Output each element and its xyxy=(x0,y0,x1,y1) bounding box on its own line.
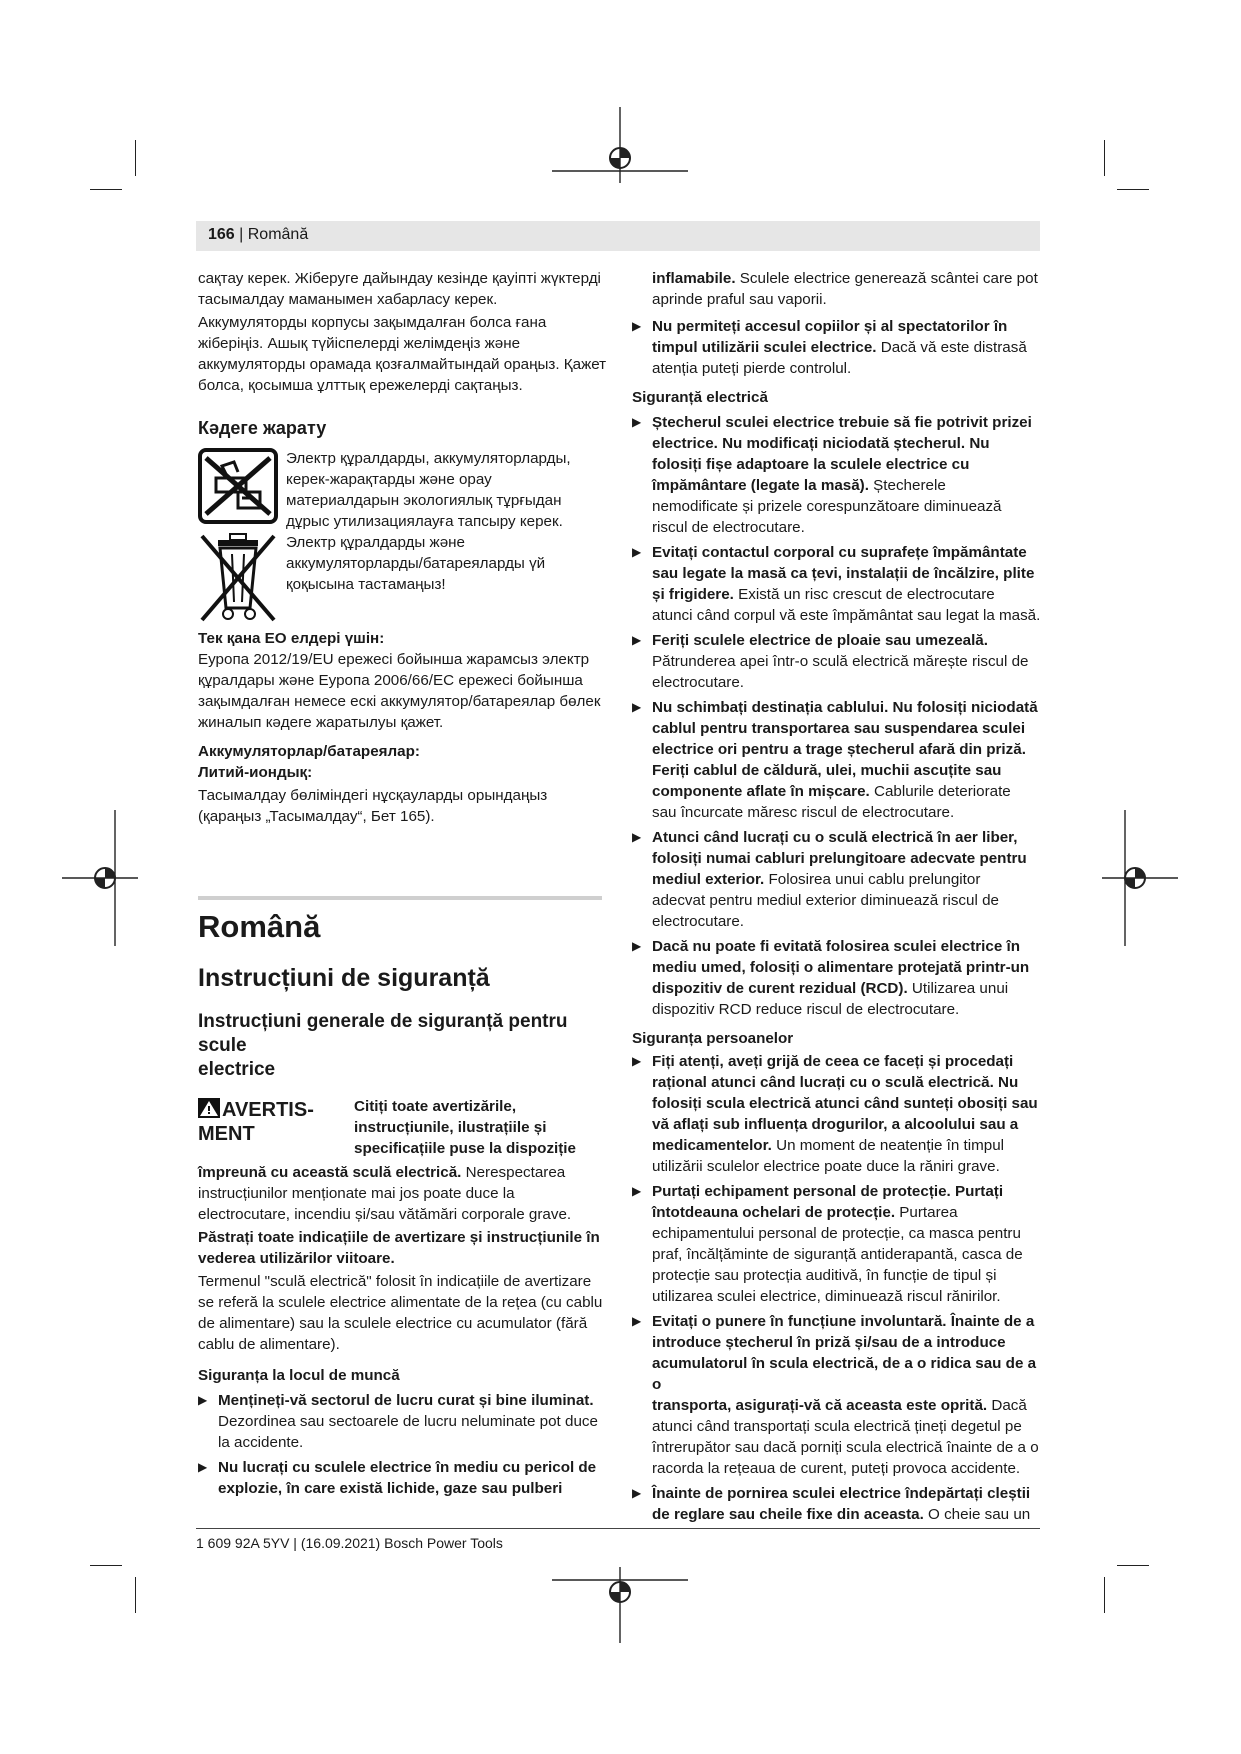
p-item-3 xyxy=(632,1311,1044,1479)
e6-bold: mediu umed, folosiți o alimentare protejată printr-un xyxy=(652,959,1030,976)
r0-rest: Sculele electrice generează scântei care pot xyxy=(735,270,1038,287)
e4-bold: componente aflate în mișcare. xyxy=(652,783,870,800)
e4-rest: Cablurile deteriorate xyxy=(869,783,1011,800)
kk-intro-line: жіберіңіз. Ашық түйіспелерді желімдеңіз және xyxy=(198,335,521,352)
workplace-item-1 xyxy=(198,1390,610,1453)
electric-heading: Siguranță electrică xyxy=(632,389,768,406)
p3-line: racorda la rețeaua de curent, puteți provoca accidente. xyxy=(652,1460,1021,1477)
p3-line: întrerupător sau dacă porniți scula electrică înainte de a o xyxy=(652,1439,1039,1456)
bullet-arrow-icon: ▶ xyxy=(632,1184,642,1198)
registration-mark-top xyxy=(550,105,690,185)
page-number: 166 xyxy=(208,226,235,243)
p2-line: praf, încălțăminte de siguranță antiderapantă, casca de xyxy=(652,1246,1023,1263)
disposal-heading: Кәдеге жарату xyxy=(198,418,327,438)
footer-rule xyxy=(196,1528,1040,1529)
wp2-bold: explozie, în care există lichide, gaze sau pulberi xyxy=(218,1480,563,1497)
left-column xyxy=(198,268,610,827)
e2-bold: Evitați contactul corporal cu suprafețe împământate xyxy=(652,544,1027,561)
p-item-4 xyxy=(632,1483,1044,1525)
r0-bold: inflamabile. xyxy=(652,270,736,287)
warning-side-line: specificațiile puse la dispoziție xyxy=(354,1140,576,1157)
eu-line: Еуропа 2012/19/EU ережесі бойынша жарамсыз электр xyxy=(198,651,590,668)
bullet-arrow-icon: ▶ xyxy=(632,830,642,844)
workplace-heading: Siguranța la locul de muncă xyxy=(198,1367,400,1384)
e1-rest: Ștecherele xyxy=(868,477,946,494)
wp1-line: Dezordinea sau sectoarele de lucru neluminate pot duce xyxy=(218,1413,598,1430)
p1-line: utilizării sculelor electrice poate duce la răniri grave. xyxy=(652,1158,1000,1175)
disposal-line: керек-жарақтарды және орау xyxy=(286,471,492,488)
bullet-arrow-icon: ▶ xyxy=(632,633,642,647)
e5-line: adecvat pentru mediul exterior diminuează riscul de xyxy=(652,892,999,909)
bullet-arrow-icon: ▶ xyxy=(632,545,642,559)
disposal-line: Электр құралдарды және xyxy=(286,534,465,551)
bullet-arrow-icon: ▶ xyxy=(632,415,642,429)
p2-rest: Purtarea xyxy=(895,1204,958,1221)
e3-line: Pătrunderea apei într-o sculă electrică mărește riscul de xyxy=(652,653,1029,670)
e6-bold: dispozitiv de curent rezidual (RCD). xyxy=(652,980,908,997)
e-item-3 xyxy=(632,630,1044,693)
e5-bold: folosiți numai cabluri prelungitoare adecvate pentru xyxy=(652,850,1027,867)
header-language: Română xyxy=(247,226,309,243)
p-item-2 xyxy=(632,1181,1044,1307)
e1-bold: împământare (legate la masă). xyxy=(652,477,869,494)
e1-bold: Ștecherul sculei electrice trebuie să fie potrivit prizei xyxy=(652,414,1032,431)
e4-bold: electrice ori pentru a trage ștecherul afară din priză. xyxy=(652,741,1026,758)
warning-label: AVERTIS- xyxy=(222,1099,314,1121)
e1-line: nemodificate și prizele corespunzătoare diminuează xyxy=(652,498,1002,515)
crossed-out-bin-icon xyxy=(198,530,278,624)
safety-title: Instrucțiuni de siguranță xyxy=(198,964,490,992)
p3-line: atunci când transportați scula electrică țineți degetul pe xyxy=(652,1418,1022,1435)
kk-intro-line: тасымалдау маманымен хабарласу керек. xyxy=(198,291,498,308)
e6-line: dispozitiv RCD reduce riscul de electrocutare. xyxy=(652,1001,960,1018)
term-line: cablu de alimentare). xyxy=(198,1336,340,1353)
p2-line: utilizarea sculei electrice, diminuează riscul rănirilor. xyxy=(652,1288,1001,1305)
p2-line: echipamentului personal de protecție, ca masca pentru xyxy=(652,1225,1021,1242)
registration-mark-right xyxy=(1100,808,1180,948)
warning-block xyxy=(198,1098,610,1162)
warning-cont-line: electrocutare, incendiu și/sau vătămări corporale grave. xyxy=(198,1206,572,1223)
p1-bold: medicamentelor. xyxy=(652,1137,772,1154)
general-title-line: Instrucțiuni generale de siguranță pentru scule xyxy=(198,1011,568,1056)
warning-label-cont: MENT xyxy=(198,1123,255,1145)
wp1-line: la accidente. xyxy=(218,1434,304,1451)
e5-bold: mediul exterior. xyxy=(652,871,765,888)
e4-bold: Nu schimbați destinația cablului. Nu folosiți niciodată xyxy=(652,699,1038,716)
p2-line: protecție sau protecția auditivă, în funcție de tipul și xyxy=(652,1267,997,1284)
p-item-1 xyxy=(632,1051,1044,1177)
term-line: se referă la sculele electrice alimentate de la rețea (cu cablu xyxy=(198,1294,603,1311)
eu-line: құралдары және Еуропа 2006/66/EC ережесі бойынша xyxy=(198,672,583,689)
e1-line: riscul de electrocutare. xyxy=(652,519,805,536)
kk-intro-line: аккумуляторды орамада қозғалмайтындай ораңыз. Қажет xyxy=(198,356,607,373)
page-header xyxy=(196,221,1040,251)
e5-rest: Folosirea unui cablu prelungitor xyxy=(764,871,981,888)
e2-rest: Există un risc crescut de electrocutare xyxy=(733,586,995,603)
disposal-line: қоқысына тастамаңыз! xyxy=(286,576,446,593)
wp2-bold: Nu lucrați cu sculele electrice în mediu cu pericol de xyxy=(218,1459,597,1476)
p3-bold: introduce ștecherul în priză și/sau de a introduce xyxy=(652,1334,1006,1351)
kk-intro-line: сақтау керек. Жіберуге дайындау кезінде қауіпті жүктерді xyxy=(198,270,601,287)
p1-bold: rațional atunci când lucrați cu o sculă electrică. Nu xyxy=(652,1074,1019,1091)
disposal-line: Электр құралдарды, аккумуляторларды, xyxy=(286,450,571,467)
lithium-heading: Литий-иондық: xyxy=(198,764,313,781)
section-divider xyxy=(198,896,602,900)
bullet-arrow-icon: ▶ xyxy=(632,1486,642,1500)
bullet-arrow-icon: ▶ xyxy=(198,1460,208,1474)
e5-bold: Atunci când lucrați cu o sculă electrică în aer liber, xyxy=(652,829,1018,846)
e4-bold: cablul pentru transportarea sau suspendarea sculei xyxy=(652,720,1026,737)
eu-line: жиналып кәдеге жаратылуы қажет. xyxy=(198,714,444,731)
disposal-block xyxy=(198,448,610,628)
p4-rest: O cheie sau un xyxy=(923,1506,1031,1523)
footer-text: 1 609 92A 5YV | (16.09.2021) Bosch Power Tools xyxy=(196,1535,503,1551)
e4-bold: Feriți cablul de căldură, ulei, muchii ascuțite sau xyxy=(652,762,1002,779)
warning-side-line: Citiți toate avertizările, xyxy=(354,1098,517,1115)
e-item-1 xyxy=(632,412,1044,538)
e6-bold: Dacă nu poate fi evitată folosirea sculei electrice în xyxy=(652,938,1021,955)
kk-intro-line: Аккумуляторды корпусы зақымдалған болса ғана xyxy=(198,314,547,331)
r1-line: atenția puteți pierde controlul. xyxy=(652,360,852,377)
bullet-arrow-icon: ▶ xyxy=(632,319,642,333)
warning-cont-rest: Nerespectarea xyxy=(461,1164,566,1181)
p3-rest: Dacă xyxy=(987,1397,1027,1414)
e6-rest: Utilizarea unui xyxy=(907,980,1009,997)
p4-bold: de reglare sau cheile fixe din aceasta. xyxy=(652,1506,924,1523)
battery-heading: Аккумуляторлар/батареялар: xyxy=(198,743,420,760)
transport-line: (қараңыз „Тасымалдау“, Бет 165). xyxy=(198,808,435,825)
warning-cont-bold: împreună cu această sculă electrică. xyxy=(198,1164,462,1181)
right-column xyxy=(632,268,1044,1528)
e2-bold: și frigidere. xyxy=(652,586,734,603)
p1-bold: folosiți scula electrică atunci când sunteți obosiți sau xyxy=(652,1095,1038,1112)
p2-bold: Purtați echipament personal de protecție. Purtați xyxy=(652,1183,1004,1200)
e-item-2 xyxy=(632,542,1044,626)
e3-line: electrocutare. xyxy=(652,674,745,691)
disposal-line: аккумуляторларды/батареяларды үй xyxy=(286,555,546,572)
transport-line: Тасымалдау бөліміндегі нұсқауларды орындаңыз xyxy=(198,787,548,804)
term-line: Termenul "sculă electrică" folosit în indicațiile de avertizare xyxy=(198,1273,592,1290)
bullet-arrow-icon: ▶ xyxy=(632,1054,642,1068)
e-item-6 xyxy=(632,936,1044,1020)
e5-line: electrocutare. xyxy=(652,913,745,930)
disposal-line: материалдарын экологиялық тұрғыдан xyxy=(286,492,562,509)
e2-bold: sau legate la masă ca țevi, instalații de încălzire, plite xyxy=(652,565,1035,582)
wp1-bold: Mențineți-vă sectorul de lucru curat și bine iluminat. xyxy=(218,1392,594,1409)
general-title-line: electrice xyxy=(198,1059,276,1080)
registration-mark-left xyxy=(60,808,140,948)
bullet-arrow-icon: ▶ xyxy=(632,700,642,714)
p3-bold: acumulatorul în scula electrică, de a o ridica sau de a o xyxy=(652,1355,1037,1393)
r1-bold: timpul utilizării sculei electrice. xyxy=(652,339,877,356)
header-separator: | xyxy=(234,226,248,243)
workplace-item-2 xyxy=(198,1457,610,1499)
p3-bold: Evitați o punere în funcțiune involuntară. Înainte de a xyxy=(652,1313,1035,1330)
warning-triangle-icon xyxy=(198,1098,220,1118)
p1-bold: Fiți atenți, aveți grijă de ceea ce faceți și procedați xyxy=(652,1053,1014,1070)
p1-bold: vă aflați sub influența drogurilor, a alcoolului sau a xyxy=(652,1116,1019,1133)
no-dispose-battery-icon xyxy=(198,448,278,524)
p1-rest: Un moment de neatenție în timpul xyxy=(771,1137,1005,1154)
term-line: de alimentare) sau la sculele electrice cu acumulator (fără xyxy=(198,1315,588,1332)
left-column-romanian xyxy=(198,908,610,1502)
eu-line: зақымдалған немесе ескі аккумулятор/батареялар бөлек xyxy=(198,693,601,710)
e-item-5 xyxy=(632,827,1044,932)
r1-rest: Dacă vă este distrasă xyxy=(876,339,1027,356)
language-title: Română xyxy=(198,909,321,944)
r1-bold: Nu permiteți accesul copiilor și al spectatorilor în xyxy=(652,318,1008,335)
keep-line: Păstrați toate indicațiile de avertizare și instrucțiunile în xyxy=(198,1229,600,1246)
disposal-line: дұрыс утилизациялауға тапсыру керек. xyxy=(286,513,563,530)
e1-bold: electrice. Nu modificați niciodată ștecherul. Nu xyxy=(652,435,990,452)
registration-mark-bottom xyxy=(550,1565,690,1645)
personal-heading: Siguranța persoanelor xyxy=(632,1030,794,1047)
p3-bold: transporta, asigurați-vă că aceasta este oprită. xyxy=(652,1397,988,1414)
e2-line: atunci când corpul vă este împământat sau legat la masă. xyxy=(652,607,1041,624)
e4-line: sau încurcate măresc riscul de electrocutare. xyxy=(652,804,955,821)
r0-line: aprinde praful sau vaporii. xyxy=(652,291,827,308)
e-item-4 xyxy=(632,697,1044,823)
keep-line: vederea utilizărilor viitoare. xyxy=(198,1250,395,1267)
p4-bold: Înainte de pornirea sculei electrice îndepărtați cleștii xyxy=(652,1485,1031,1502)
e3-bold: Feriți sculele electrice de ploaie sau umezeală. xyxy=(652,632,988,649)
r-item-1 xyxy=(632,316,1044,379)
bullet-arrow-icon: ▶ xyxy=(198,1393,208,1407)
bullet-arrow-icon: ▶ xyxy=(632,1314,642,1328)
general-safety-title xyxy=(198,1010,610,1082)
warning-cont-line: instrucțiunilor menționate mai jos poate duce la xyxy=(198,1185,515,1202)
e1-bold: folosiți fișe adaptoare la sculele electrice cu xyxy=(652,456,970,473)
eu-heading: Тек қана ЕО елдері үшін: xyxy=(198,630,385,647)
bullet-arrow-icon: ▶ xyxy=(632,939,642,953)
p2-bold: întotdeauna ochelari de protecție. xyxy=(652,1204,896,1221)
warning-side-line: instrucțiunile, ilustrațiile și xyxy=(354,1119,547,1136)
kk-intro-line: болса, қосымша ұлттық ережелерді сақтаңыз. xyxy=(198,377,523,394)
